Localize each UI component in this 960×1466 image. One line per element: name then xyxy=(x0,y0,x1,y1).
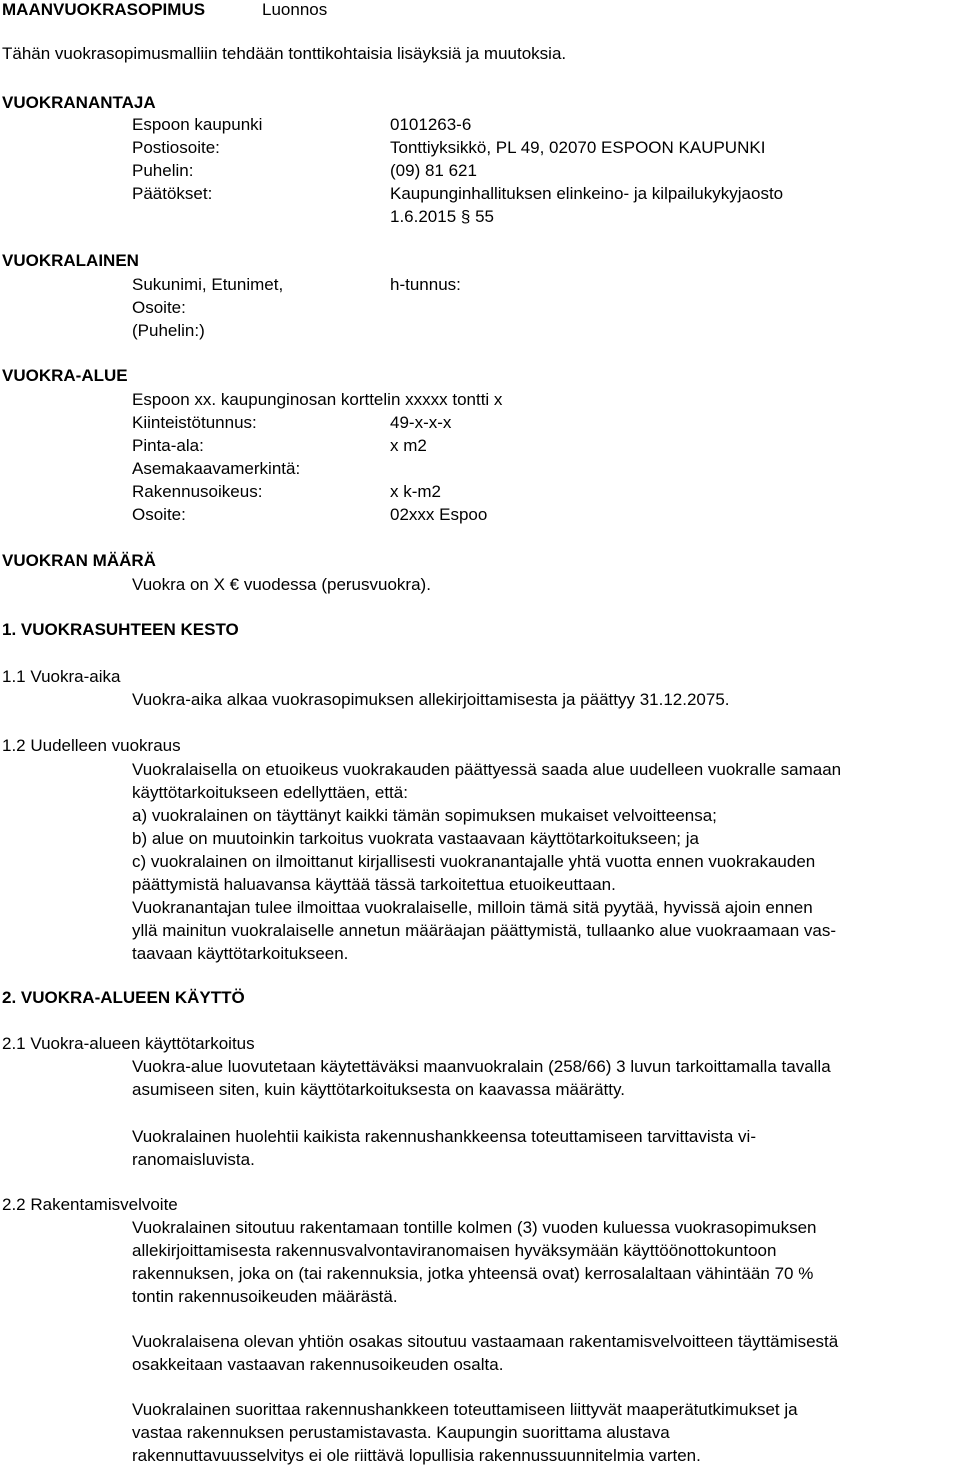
section-1-2-line: b) alue on muutoinkin tarkoitus vuokrata vastaavaan käyttötarkoitukseen; ja xyxy=(132,829,699,848)
landlord-business-id: 0101263-6 xyxy=(390,115,472,134)
section-2-2-line: Vuokralaisena olevan yhtiön osakas sitoutuu vastaamaan rakentamisvelvoitteen täyttämisestä xyxy=(132,1332,839,1351)
section-2-1-heading: 2.1 Vuokra-alueen käyttötarkoitus xyxy=(2,1034,255,1053)
area-description: Espoon xx. kaupunginosan korttelin xxxxx tontti x xyxy=(132,390,503,409)
area-row-label: Pinta-ala: xyxy=(132,436,204,455)
section-1-2-line: yllä mainitun vuokralaiselle annetun määräajan päättymistä, tullaanko alue vuokraamaan vas- xyxy=(132,921,837,940)
landlord-decisions-date: 1.6.2015 § 55 xyxy=(390,207,494,226)
area-row-label: Kiinteistötunnus: xyxy=(132,413,257,432)
section-2-2-heading: 2.2 Rakentamisvelvoite xyxy=(2,1195,178,1214)
section-2-2-line: Vuokralainen sitoutuu rakentamaan tontille kolmen (3) vuoden kuluessa vuokrasopimuksen xyxy=(132,1218,817,1237)
area-row-label: Asemakaavamerkintä: xyxy=(132,459,301,478)
section-2-heading: 2. VUOKRA-ALUEEN KÄYTTÖ xyxy=(2,988,245,1007)
tenant-heading: VUOKRALAINEN xyxy=(2,251,139,270)
intro-text: Tähän vuokrasopimusmalliin tehdään tonttikohtaisia lisäyksiä ja muutoksia. xyxy=(2,44,567,63)
landlord-decisions-value: Kaupunginhallituksen elinkeino- ja kilpailukykyjaosto xyxy=(390,184,784,203)
draft-label: Luonnos xyxy=(262,0,328,19)
tenant-hid-label: h-tunnus: xyxy=(390,275,461,294)
section-2-2-line: rakennuksen, joka on (tai rakennuksia, jotka yhteensä ovat) kerrosalaltaan vähintään 70 % xyxy=(132,1264,814,1283)
section-1-2-line: käyttötarkoitukseen edellyttäen, että: xyxy=(132,783,408,802)
landlord-postal-value: Tonttiyksikkö, PL 49, 02070 ESPOON KAUPUNKI xyxy=(390,138,766,157)
section-2-1-line: Vuokra-alue luovutetaan käytettäväksi maanvuokralain (258/66) 3 luvun tarkoittamalla tavalla xyxy=(132,1057,831,1076)
section-1-2-heading: 1.2 Uudelleen vuokraus xyxy=(2,736,181,755)
landlord-heading: VUOKRANANTAJA xyxy=(2,93,156,112)
section-2-1-line: Vuokralainen huolehtii kaikista rakennushankkeensa toteuttamiseen tarvittavista vi- xyxy=(132,1127,756,1146)
area-row-label: Osoite: xyxy=(132,505,186,524)
section-2-2-line: Vuokralainen suorittaa rakennushankkeen toteuttamiseen liittyvät maaperätutkimukset ja xyxy=(132,1400,798,1419)
section-2-2-line: osakkeitaan vastaavan rakennusoikeuden osalta. xyxy=(132,1355,504,1374)
section-2-2-line: vastaa rakennuksen perustamistavasta. Kaupungin suorittama alustava xyxy=(132,1423,670,1442)
section-1-2-line: päättymistä haluavansa käyttää tässä tarkoitettua etuoikeuttaan. xyxy=(132,875,616,894)
landlord-decisions-label: Päätökset: xyxy=(132,184,213,203)
area-row-value: x m2 xyxy=(390,436,427,455)
tenant-phone-label: (Puhelin:) xyxy=(132,321,205,340)
section-1-2-line: a) vuokralainen on täyttänyt kaikki tämän sopimuksen mukaiset velvoitteensa; xyxy=(132,806,717,825)
document-title: MAANVUOKRASOPIMUS xyxy=(2,0,206,19)
section-2-1-line: ranomaisluvista. xyxy=(132,1150,255,1169)
section-2-2-line: tontin rakennusoikeuden määrästä. xyxy=(132,1287,398,1306)
tenant-address-label: Osoite: xyxy=(132,298,186,317)
area-row-value: 02xxx Espoo xyxy=(390,505,488,524)
section-1-2-line: taavaan käyttötarkoitukseen. xyxy=(132,944,349,963)
landlord-postal-label: Postiosoite: xyxy=(132,138,220,157)
section-1-1-heading: 1.1 Vuokra-aika xyxy=(2,667,121,686)
tenant-name-label: Sukunimi, Etunimet, xyxy=(132,275,284,294)
rent-text: Vuokra on X € vuodessa (perusvuokra). xyxy=(132,575,431,594)
section-1-1-text: Vuokra-aika alkaa vuokrasopimuksen allekirjoittamisesta ja päättyy 31.12.2075. xyxy=(132,690,730,709)
section-1-2-line: Vuokranantajan tulee ilmoittaa vuokralaiselle, milloin tämä sitä pyytää, hyvissä ajoin ennen xyxy=(132,898,813,917)
section-2-2-line: rakennuttavuusselvitys ei ole riittävä lopullisia rakennussuunnitelmia varten. xyxy=(132,1446,701,1465)
section-1-2-line: Vuokralaisella on etuoikeus vuokrakauden päättyessä saada alue uudelleen vuokralle samaan xyxy=(132,760,842,779)
section-1-2-line: c) vuokralainen on ilmoittanut kirjallisesti vuokranantajalle yhtä vuotta ennen vuokrakauden xyxy=(132,852,816,871)
area-row-value: 49-x-x-x xyxy=(390,413,452,432)
landlord-phone-value: (09) 81 621 xyxy=(390,161,477,180)
section-2-1-line: asumiseen siten, kuin käyttötarkoituksesta on kaavassa määrätty. xyxy=(132,1080,625,1099)
area-row-label: Rakennusoikeus: xyxy=(132,482,263,501)
section-2-2-line: allekirjoittamisesta rakennusvalvontaviranomaisen hyväksymään käyttöönottokuntoon xyxy=(132,1241,777,1260)
landlord-phone-label: Puhelin: xyxy=(132,161,194,180)
rent-heading: VUOKRAN MÄÄRÄ xyxy=(2,551,156,570)
landlord-name: Espoon kaupunki xyxy=(132,115,263,134)
area-heading: VUOKRA-ALUE xyxy=(2,366,128,385)
area-row-value: x k-m2 xyxy=(390,482,441,501)
section-1-heading: 1. VUOKRASUHTEEN KESTO xyxy=(2,620,239,639)
